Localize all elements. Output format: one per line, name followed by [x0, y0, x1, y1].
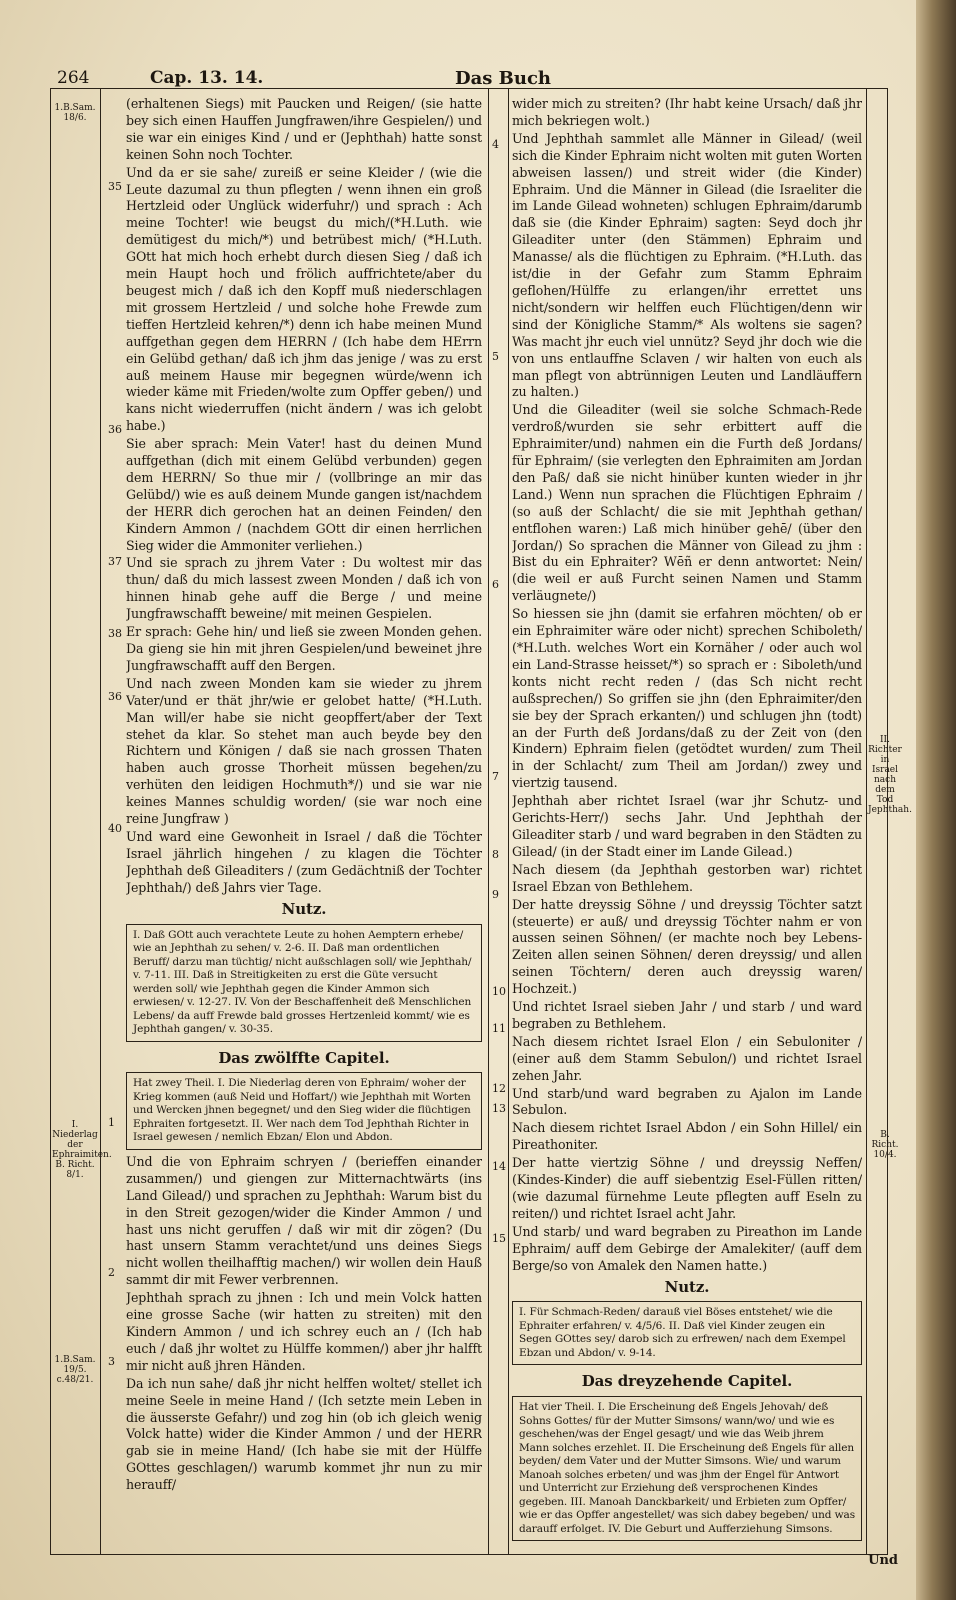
verse-text: Nach diesem richtet Israel Elon / ein Sebuloniter / (einer auß dem Stamm Sebulon/) und richtet Israel zehen Jahr.: [512, 1033, 862, 1083]
margin-note: II. Richter in Israel nach dem Tod Jephthah.: [868, 735, 912, 815]
verse-number: 40: [108, 822, 122, 835]
verse-number: 13: [492, 1102, 506, 1115]
verse-number: 2: [108, 1266, 115, 1279]
verse-text: Nach diesem richtet Israel Abdon / ein Sohn Hillel/ ein Pireathoniter.: [512, 1120, 862, 1153]
verse-text: Der hatte dreyssig Söhne / und dreyssig Töchter satzt (steuerte) er auß/ und dreyssig Töchter nahm er von aussen seinen Söhnen/ (er machte noch bey Lebens-Zeiten allen seinen Söhnen/ deren dreyssig/ und allen seinen Töchtern/ deren auch dreyssig waren/ Hochzeit.): [512, 896, 862, 997]
verse-text: Und da er sie sahe/ zureiß er seine Kleider / (wie die Leute dazumal zu thun pflegten / wenn ihnen ein groß Hertzleid oder Unglück widerfuhr/) und sprach : Ach meine Tochter! wie beugst du mich/(*H.Luth. wie demütigest du mich/*) und betrübest mich/ (*H.Luth. GOtt hat mich hoch erhebt durch diesen Sieg / daß ich mein Haupt hoch und frölich auffrichtete/aber du beugest mich / daß ich den Kopff muß niederschlagen mit grossem Hertzleid / und solche hohe Frewde zum tieffen Hertzleid kehren/*) denn ich habe meinen Mund auffgethan gegen dem HERRN / (Ich habe dem HErrn ein Gelübd gethan/ daß ich jhm das jenige / was zu erst auß meinem Hause mir begegnen würde/wenn ich wieder käme mit Frieden/wolte zum Opffer geben/) und kans nicht wiederruffen (nicht ändern / was ich gelobt habe.): [126, 164, 482, 434]
chapter-heading: Das zwölffte Capitel.: [218, 1048, 390, 1067]
nutz-box: I. Für Schmach-Reden/ darauß viel Böses entstehet/ wie die Ephraiter erfahren/ v. 4/5/6. II. Daß viel Kinder zeugen ein Segen GOttes sey/ darob sich zu erfrewen/ nach dem Exempel Ebzan und Abdon/ v. 9-14.: [512, 1301, 862, 1365]
verse-number: 7: [492, 770, 499, 783]
verse-text: So hiessen sie jhn (damit sie erfahren möchten/ ob er ein Ephraimiter wäre oder nicht) sprechen Schiboleth/ (*H.Luth. welches Wort ein Kornäher / oder auch wol ein Land-Strasse heisset/*) so sprach er : Siboleth/und konts nicht recht reden / (das Sch nicht recht außsprechen/) So griffen sie jhn (den Ephraimiter/den sie bey der Sprach erkanten/) und schlugen jhn (todt) an der Furth deß Jordans/daß zu der Zeit von (den Kindern) Ephraim fielen (getödtet wurden/ zum Theil in der Schlacht/ zum Theil am Jordan/) zwey und viertzig tausend.: [512, 606, 862, 791]
margin-note: B. Richt. 10/4.: [871, 1130, 899, 1160]
verse-text: wider mich zu streiten? (Ihr habt keine Ursach/ daß jhr mich bekriegen wolt.): [512, 96, 862, 128]
nutz-box: I. Daß GOtt auch verachtete Leute zu hohen Aemptern erhebe/ wie an Jephthah zu sehen/ v. 2-6. II. Daß man ordentlichen Beruff/ darzu man tüchtig/ nicht außschlagen soll/ wie Jephthah/ v. 7-11. III. Daß in Streitigkeiten zu erst die Güte versucht werden soll/ wie Jephthah gegen die Kinder Ammon sich erwiesen/ v. 12-27. IV. Von der Beschaffenheit deß Menschlichen Lebens/ da auff Frewde bald grosses Hertzenleid kommt/ wie es Jephthah gangen/ v. 30-35.: [126, 924, 482, 1042]
verse-number: 36: [108, 690, 122, 703]
right-margin-rule: [866, 88, 867, 1554]
verse-text: Der hatte viertzig Söhne / und dreyssig Neffen/ (Kindes-Kinder) die auff siebentzig Esel-Füllen ritten/ (wie dazumal fürnehme Leute pflegten auff Eseln zu reiten/) und richtet Israel acht Jahr.: [512, 1155, 862, 1221]
verse-number: 9: [492, 888, 499, 901]
nutz-heading: Nutz.: [281, 899, 327, 918]
verse-text: Nach diesem (da Jephthah gestorben war) richtet Israel Ebzan von Bethlehem.: [512, 861, 862, 894]
running-title: Das Buch: [455, 68, 552, 89]
verse-number: 37: [108, 555, 122, 568]
verse-text: Und richtet Israel sieben Jahr / und starb / und ward begraben zu Bethlehem.: [512, 999, 862, 1031]
verse-number: 8: [492, 848, 499, 861]
center-right-rule: [508, 88, 509, 1554]
verse-text: Und starb/und ward begraben zu Ajalon im Lande Sebulon.: [512, 1085, 862, 1118]
verse-number: 14: [492, 1160, 506, 1173]
verse-text: Er sprach: Gehe hin/ und ließ sie zween Monden gehen. Da gieng sie hin mit jhren Gespielen/und beweinet jhre Jungfrawschafft auff den Bergen.: [126, 624, 482, 673]
verse-text: Und sie sprach zu jhrem Vater : Du woltest mir das thun/ daß du mich lassest zween Monden / daß ich von hinnen hinab gehe auff die Berge / und meine Jungfrawschafft beweine/ mit meinen Gespielen.: [126, 555, 482, 622]
verse-text: Da ich nun sahe/ daß jhr nicht helffen woltet/ stellet ich meine Seele in meine Hand / (Ich setzte mein Leben in die äusserste Gefahr/) und zog hin (ob ich gleich wenig Volck hatte) wider die Kinder Ammon / und der HERR gab sie in meine Hand/ (Ich habe sie mit der Hülffe GOttes geschlagen/) warumb kommet jhr nun zu mir herauff/: [126, 1375, 482, 1493]
verse-text: Und Jephthah sammlet alle Männer in Gilead/ (weil sich die Kinder Ephraim nicht wolten mit guten Worten abweisen lassen/) und streit wider (die Kinder) Ephraim. Und die Männer in Gilead (die Israeliter die im Lande Gilead wohneten) schlugen Ephraim/darumb daß sie (die Kinder Ephraim) sagten: Seyd doch jhr Gileaditer unter (den Stämmen) Ephraim und Manasse/ als die flüchtigen zu Ephraim. (*H.Luth. das ist/die in der Gefahr zum Stamm Ephraim geflohen/Hülffe zu erlangen/ihr errettet uns nicht/sondern wir helffen euch Flüchtigen/denn wir sind der Königliche Stamm/* Als woltens sie sagen? Was macht jhr euch viel unnütz? Seyd jhr doch wie die von uns entlauffne Sclaven / wir halten von euch als man pflegt von abtrünnigen Leuten und Landläuffern zu halten.): [512, 130, 862, 400]
verse-number: 1: [108, 1116, 115, 1129]
verse-text: Und die von Ephraim schryen / (berieffen einander zusammen/) und giengen zur Mitternachtwärts (ins Land Gilead/) und sprachen zu Jephthah: Warum bist du in den Streit gezogen/wider die Kinder Ammon / und hast uns nicht geruffen / daß wir mit dir zögen? (Du hast unsern Stamm verachtet/und uns deines Siegs nicht wollen theilhafftig machen/) wir wollen dein Hauß sammt dir mit Fewer verbrennen.: [126, 1153, 482, 1288]
page-number: 264: [57, 68, 90, 88]
verse-number: 3: [108, 1355, 115, 1368]
verse-text: Und ward eine Gewonheit in Israel / daß die Töchter Israel jährlich hingehen / zu klagen die Töchter Jephthah deß Gileaditers / (zum Gedächtniß der Tochter Jephthah/) deß Jahrs vier Tage.: [126, 828, 482, 895]
verse-text: Und starb/ und ward begraben zu Pireathon im Lande Ephraim/ auff dem Gebirge der Amalekiter/ (auff dem Berge/so von Amalek den Namen hatte.): [512, 1223, 862, 1273]
nutz-heading: Nutz.: [664, 1277, 710, 1296]
right-column: [512, 96, 862, 1551]
verse-number: 35: [108, 180, 122, 193]
verse-number: 10: [492, 985, 506, 998]
chapter-summary: Hat vier Theil. I. Die Erscheinung deß Engels Jehovah/ deß Sohns Gottes/ für der Mutter Simsons/ wann/wo/ und wie es geschehen/was der Engel gesagt/ und wie das Weib jhrem Mann solches erzehlet. II. Die Erscheinung deß Engels für allen beyden/ dem Vater und der Mutter Simsons. Wie/ und warum Manoah solches erbeten/ und was jhm der Engel für Antwort und Unterricht zur Erziehung deß versprochenen Kindes gegeben. III. Manoah Danckbarkeit/ und Erbieten zum Opffer/ wie er das Opffer angestellet/ was sich dabey begeben/ und was darauff erfolget. IV. Die Geburt und Aufferziehung Simsons.: [512, 1396, 862, 1541]
verse-number: 15: [492, 1232, 506, 1245]
verse-text: Jephthah aber richtet Israel (war jhr Schutz- und Gerichts-Herr/) sechs Jahr. Und Jephthah der Gileaditer starb / und ward begraben in den Städten zu Gilead/ (in der Stadt einer im Lande Gilead.): [512, 793, 862, 859]
chapter-label: Cap. 13. 14.: [150, 68, 264, 88]
verse-number: 38: [108, 627, 122, 640]
verse-number: 5: [492, 350, 499, 363]
verse-number: 36: [108, 423, 122, 436]
chapter-heading: Das dreyzehende Capitel.: [581, 1372, 793, 1391]
chapter-summary: Hat zwey Theil. I. Die Niederlag deren von Ephraim/ woher der Krieg kommen (auß Neid und Hoffart/) wie Jephthah mit Worten und Wercken jhnen begegnet/ und den Sieg wider die flüchtigen Ephraiten fortgesetzt. II. Wer nach dem Tod Jephthah Richter in Israel gewesen / nemlich Ebzan/ Elon und Abdon.: [126, 1072, 482, 1150]
verse-text: Und die Gileaditer (weil sie solche Schmach-Rede verdroß/wurden sie sehr erbittert auff die Ephraimiter/und) nahmen ein die Furth deß Jordans/ für Ephraim/ (sie verlegten den Ephraimiten am Jordan den Paß/ daß sie nicht hinüber kunten wieder in jhr Land.) Wenn nun sprachen die Flüchtigen Ephraim / (so auß der Schlacht/ die sie mit Jephthah gethan/ entflohen waren:) Laß mich hinüber gehē/ (über den Jordan/) So sprachen die Männer von Gilead zu jhm : Bist du ein Ephraiter? Wēñ er denn antwortet: Nein/ (die weil er auß Furcht seinen Namen und Stamm verläugnete/): [512, 402, 862, 604]
left-margin-rule: [100, 88, 101, 1554]
catchword: Und: [868, 1553, 898, 1568]
center-left-rule: [488, 88, 489, 1554]
verse-text: (erhaltenen Siegs) mit Paucken und Reigen/ (sie hatte bey sich einen Hauffen Jungfrawen/ihre Gespielen/) und sie war ein einiges Kind / und er (Jephthah) hatte sonst keinen Sohn noch Tochter.: [126, 96, 482, 162]
verse-text: Jephthah sprach zu jhnen : Ich und mein Volck hatten eine grosse Sache (wir hatten zu streiten) mit den Kindern Ammon / und ich schrey euch an / (Ich hab euch / daß jhr woltet zu Hülffe kommen/) aber jhr halfft mir nicht auß jhren Händen.: [126, 1290, 482, 1373]
verse-number: 11: [492, 1022, 506, 1035]
book-gutter: [916, 0, 956, 1600]
margin-note: 1.B.Sam. 19/5. c.48/21.: [54, 1355, 96, 1385]
margin-note: I. Niederlag der Ephraimiten. B. Richt. 8/1.: [52, 1120, 112, 1180]
margin-note: 1.B.Sam. 18/6.: [54, 103, 96, 123]
verse-number: 12: [492, 1082, 506, 1095]
left-column: [126, 96, 482, 1551]
verse-number: 6: [492, 578, 499, 591]
verse-text: Und nach zween Monden kam sie wieder zu jhrem Vater/und er thät jhr/wie er gelobet hatte/ (*H.Luth. Man will/er habe sie nicht geopffert/aber der Text stehet da klar. So stehet man auch beyde bey den Richtern und Königen / daß sie nach grossen Thaten haben auch grosse Thorheit müssen begehen/zu verhüten den leidigen Hochmuth*/) und sie war nie keines Mannes schuldig worden/ (sie war noch eine reine Jungfraw ): [126, 675, 482, 827]
verse-number: 4: [492, 138, 499, 151]
verse-text: Sie aber sprach: Mein Vater! hast du deinen Mund auffgethan (dich mit einem Gelübd verbunden) gegen dem HERRN/ So thue mir / (vollbringe an mir das Gelübd/) wie es auß deinem Munde gangen ist/nachdem der HERR dich gerochen hat an deinen Feinden/ den Kindern Ammon / (nachdem GOtt dir einen herrlichen Sieg wider die Ammoniter verliehen.): [126, 436, 482, 553]
